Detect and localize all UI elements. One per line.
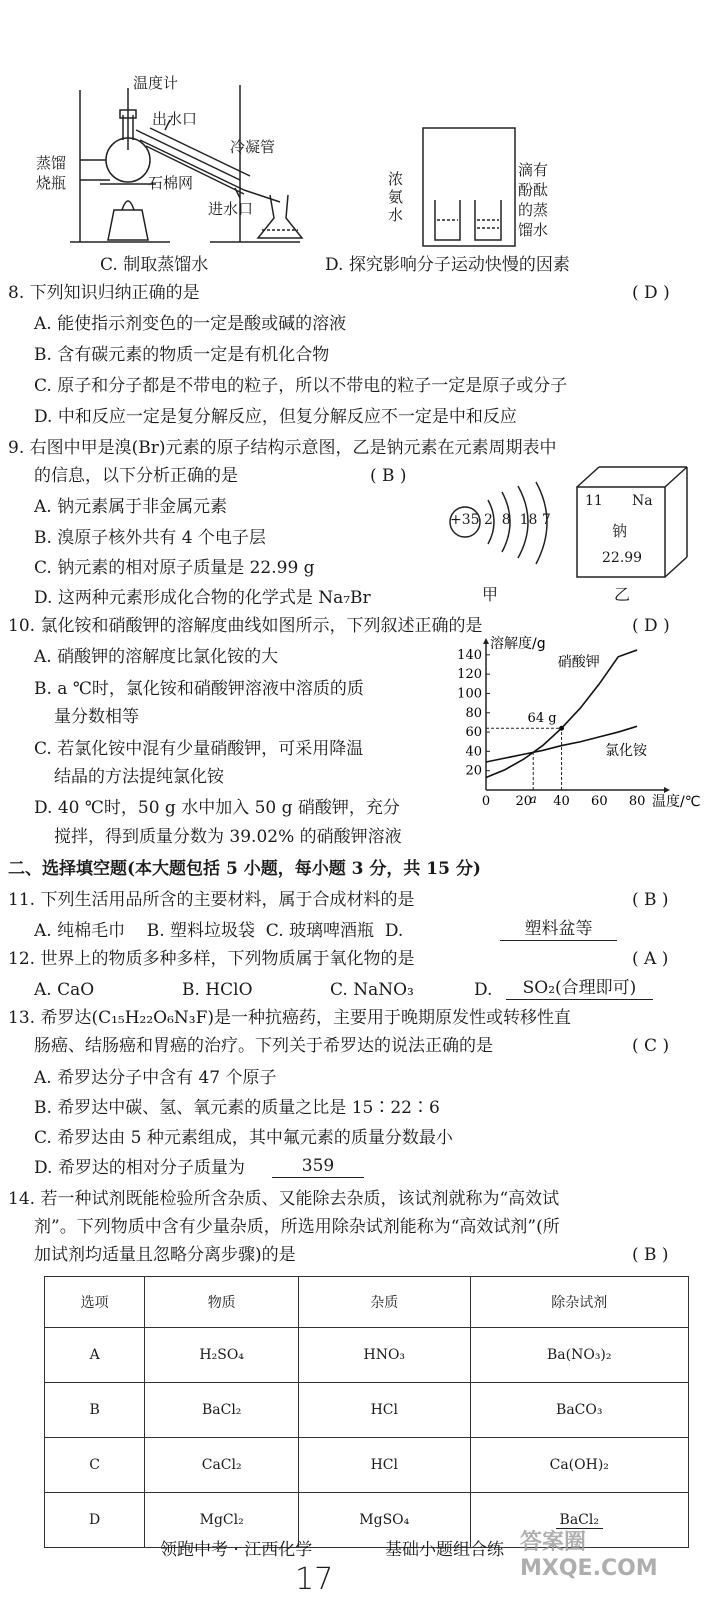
electron-shells: 2 8 18 7 (484, 512, 551, 528)
element-cell-label: 乙 (614, 585, 631, 604)
q12-option-b: B. HClO (182, 980, 253, 1000)
table-cell: A (45, 1328, 145, 1383)
flask-label-2: 烧瓶 (36, 174, 67, 192)
y-tick-label: 120 (457, 667, 482, 683)
q9-stem-2: 的信息，以下分析正确的是 (34, 466, 238, 486)
q10-option-c-cont: 结晶的方法提纯氯化铵 (54, 767, 224, 787)
x-tick-label: 40 (553, 794, 570, 809)
q8-stem: 8. 下列知识归纳正确的是 (8, 283, 200, 303)
y-axis-label: 溶解度/g (490, 636, 546, 652)
q11-options: A. 纯棉毛巾 B. 塑料垃圾袋 C. 玻璃啤酒瓶 D. (34, 921, 404, 941)
q11-stem: 11. 下列生活用品所含的主要材料，属于合成材料的是 (8, 890, 415, 910)
page-number: 17 (295, 1562, 334, 1597)
q13-option-c: C. 希罗达由 5 种元素组成，其中氟元素的质量分数最小 (34, 1128, 453, 1148)
asbestos-label: 石棉网 (148, 174, 194, 192)
q13-option-b: B. 希罗达中碳、氢、氧元素的质量之比是 15∶22∶6 (34, 1098, 440, 1118)
q10-option-b-cont: 量分数相等 (54, 707, 139, 727)
thermometer-label: 温度计 (133, 74, 179, 92)
table-cell: MgCl₂ (145, 1493, 299, 1548)
q13-stem-2: 肠癌、结肠癌和胃癌的治疗。下列关于希罗达的说法正确的是 (34, 1036, 493, 1056)
q12-fill: SO₂(合理即可) (506, 977, 653, 1000)
q12-option-d: D. (474, 980, 493, 1000)
condenser-label: 冷凝管 (230, 138, 276, 156)
y-tick-label: 100 (457, 686, 482, 702)
y-tick-label: 60 (465, 725, 482, 741)
q13-option-a: A. 希罗达分子中含有 47 个原子 (34, 1068, 277, 1088)
header-cell: 杂质 (299, 1277, 470, 1328)
table-cell: BaCO₃ (470, 1383, 688, 1438)
q10-option-d-cont: 搅拌，得到质量分数为 39.02% 的硝酸钾溶液 (54, 827, 402, 847)
q14-stem-1: 14. 若一种试剂既能检验所含杂质、又能除去杂质，该试剂就称为“高效试 (8, 1189, 560, 1209)
table-cell: HNO₃ (299, 1328, 470, 1383)
table-row (45, 1383, 689, 1438)
x-axis-arrow (664, 787, 670, 793)
bromine-atom-diagram (440, 480, 560, 600)
annotation-point (559, 726, 564, 731)
q13-stem-1: 13. 希罗达(C₁₅H₂₂O₆N₃F)是一种抗癌药，主要用于晚期原发性或转移性直 (8, 1008, 572, 1028)
q9-option-c: C. 钠元素的相对原子质量是 22.99 g (34, 558, 315, 578)
solubility-chart (457, 636, 705, 815)
q10-option-b: B. a ℃时，氯化铵和硝酸钾溶液中溶质的质 (34, 679, 364, 699)
q12-option-c: C. NaNO₃ (330, 980, 414, 1000)
table-cell: HCl (299, 1383, 470, 1438)
element-name: 钠 (612, 522, 628, 540)
footer-section: 基础小题组合练 (385, 1540, 504, 1560)
molecule-motion-figure (405, 120, 525, 250)
outlet-label: 出水口 (152, 110, 198, 128)
table-row (45, 1328, 689, 1383)
atomic-mass: 22.99 (602, 550, 643, 566)
q11-fill: 塑料盆等 (500, 918, 617, 941)
section-2-header: 二、选择填空题(本大题包括 5 小题，每小题 3 分，共 15 分) (8, 859, 481, 879)
table-cell: HCl (299, 1438, 470, 1493)
x-axis-label: 温度/℃ (652, 794, 701, 810)
table-cell: Ca(OH)₂ (470, 1438, 688, 1493)
atom-label: 甲 (482, 585, 499, 604)
figure-c-caption: C. 制取蒸馏水 (100, 255, 209, 275)
q9-stem-1: 9. 右图中甲是溴(Br)元素的原子结构示意图，乙是钠元素在元素周期表中 (8, 438, 557, 458)
atomic-number: 11 (585, 493, 603, 509)
series-label: 氯化铵 (605, 743, 647, 760)
q9-option-b: B. 溴原子核外共有 4 个电子层 (34, 528, 266, 548)
q12-stem: 12. 世界上的物质多种多样，下列物质属于氧化物的是 (8, 949, 415, 969)
q14-stem-2: 剂”。下列物质中含有少量杂质，所选用除杂试剂能称为“高效试剂”(所 (34, 1217, 560, 1237)
table-cell: H₂SO₄ (145, 1328, 299, 1383)
q14-answer: ( B ) (632, 1245, 669, 1265)
table-cell: B (45, 1383, 145, 1438)
q9-option-a: A. 钠元素属于非金属元素 (34, 497, 228, 517)
header-cell: 选项 (45, 1277, 145, 1328)
table-cell: BaCl₂ (145, 1383, 299, 1438)
y-tick-label: 140 (457, 647, 482, 663)
table-cell: Ba(NO₃)₂ (470, 1328, 688, 1383)
table-cell: CaCl₂ (145, 1438, 299, 1493)
q8-option-b: B. 含有碳元素的物质一定是有机化合物 (34, 345, 330, 365)
q8-option-c: C. 原子和分子都是不带电的粒子，所以不带电的粒子一定是原子或分子 (34, 376, 568, 396)
q10-stem: 10. 氯化铵和硝酸钾的溶解度曲线如图所示，下列叙述正确的是 (8, 616, 483, 636)
phenolphthalein-water-label: 滴有 酚酞 的蒸 馏水 (518, 161, 549, 239)
annotation-label: 64 g (527, 711, 557, 727)
q13-answer: ( C ) (632, 1036, 670, 1056)
header-cell: 除杂试剂 (470, 1277, 688, 1328)
q12-option-a: A. CaO (34, 980, 95, 1000)
y-axis-arrow (483, 638, 489, 644)
table-cell: D (45, 1493, 145, 1548)
flask-label-1: 蒸馏 (36, 154, 67, 172)
q10-option-a: A. 硝酸钾的溶解度比氯化铵的大 (34, 647, 279, 667)
q8-option-d: D. 中和反应一定是复分解反应，但复分解反应不一定是中和反应 (34, 407, 517, 427)
q14-stem-3: 加试剂均适量且忽略分离步骤)的是 (34, 1245, 296, 1265)
q10-option-d: D. 40 ℃时，50 g 水中加入 50 g 硝酸钾，充分 (34, 798, 400, 818)
q13-fill: 359 (272, 1155, 364, 1178)
q8-option-a: A. 能使指示剂变色的一定是酸或碱的溶液 (34, 314, 347, 334)
q9-option-d: D. 这两种元素形成化合物的化学式是 Na₇Br (34, 588, 371, 608)
q12-answer: ( A ) (632, 949, 669, 969)
ammonia-label: 浓 氨 水 (388, 170, 404, 224)
y-tick-label: 80 (465, 705, 482, 721)
x-tick-label: 0 (481, 794, 491, 809)
y-tick-label: 40 (465, 744, 482, 760)
x-tick-label: 60 (591, 794, 608, 809)
watermark-logo: 答案圈 MXQE.COM (520, 1530, 658, 1581)
q14-table (44, 1276, 689, 1548)
figure-d-caption: D. 探究影响分子运动快慢的因素 (325, 255, 570, 275)
y-tick-label: 20 (465, 763, 482, 779)
footer-series: 领跑中考 · 江西化学 (160, 1540, 313, 1560)
nucleus-charge: +35 (450, 512, 480, 528)
table-cell: BaCl₂ (470, 1493, 688, 1548)
q13-option-d: D. 希罗达的相对分子质量为 (34, 1158, 245, 1178)
q9-answer: ( B ) (370, 466, 407, 486)
a-tick-label: a (529, 792, 537, 806)
x-tick-label: 80 (628, 794, 646, 809)
series-label: 硝酸钾 (557, 654, 600, 671)
distillation-apparatus-figure (30, 70, 330, 250)
table-cell: C (45, 1438, 145, 1493)
table-header-row (45, 1277, 689, 1328)
header-cell: 物质 (145, 1277, 299, 1328)
x-tick-label: 20 (515, 794, 533, 809)
q10-option-c: C. 若氯化铵中混有少量硝酸钾，可采用降温 (34, 739, 364, 759)
element-symbol: Na (632, 493, 653, 509)
inlet-label: 进水口 (208, 200, 254, 218)
q8-answer: ( D ) (632, 283, 670, 303)
table-cell: MgSO₄ (299, 1493, 470, 1548)
q10-answer: ( D ) (632, 616, 670, 636)
q11-answer: ( B ) (632, 890, 669, 910)
table-row (45, 1438, 689, 1493)
